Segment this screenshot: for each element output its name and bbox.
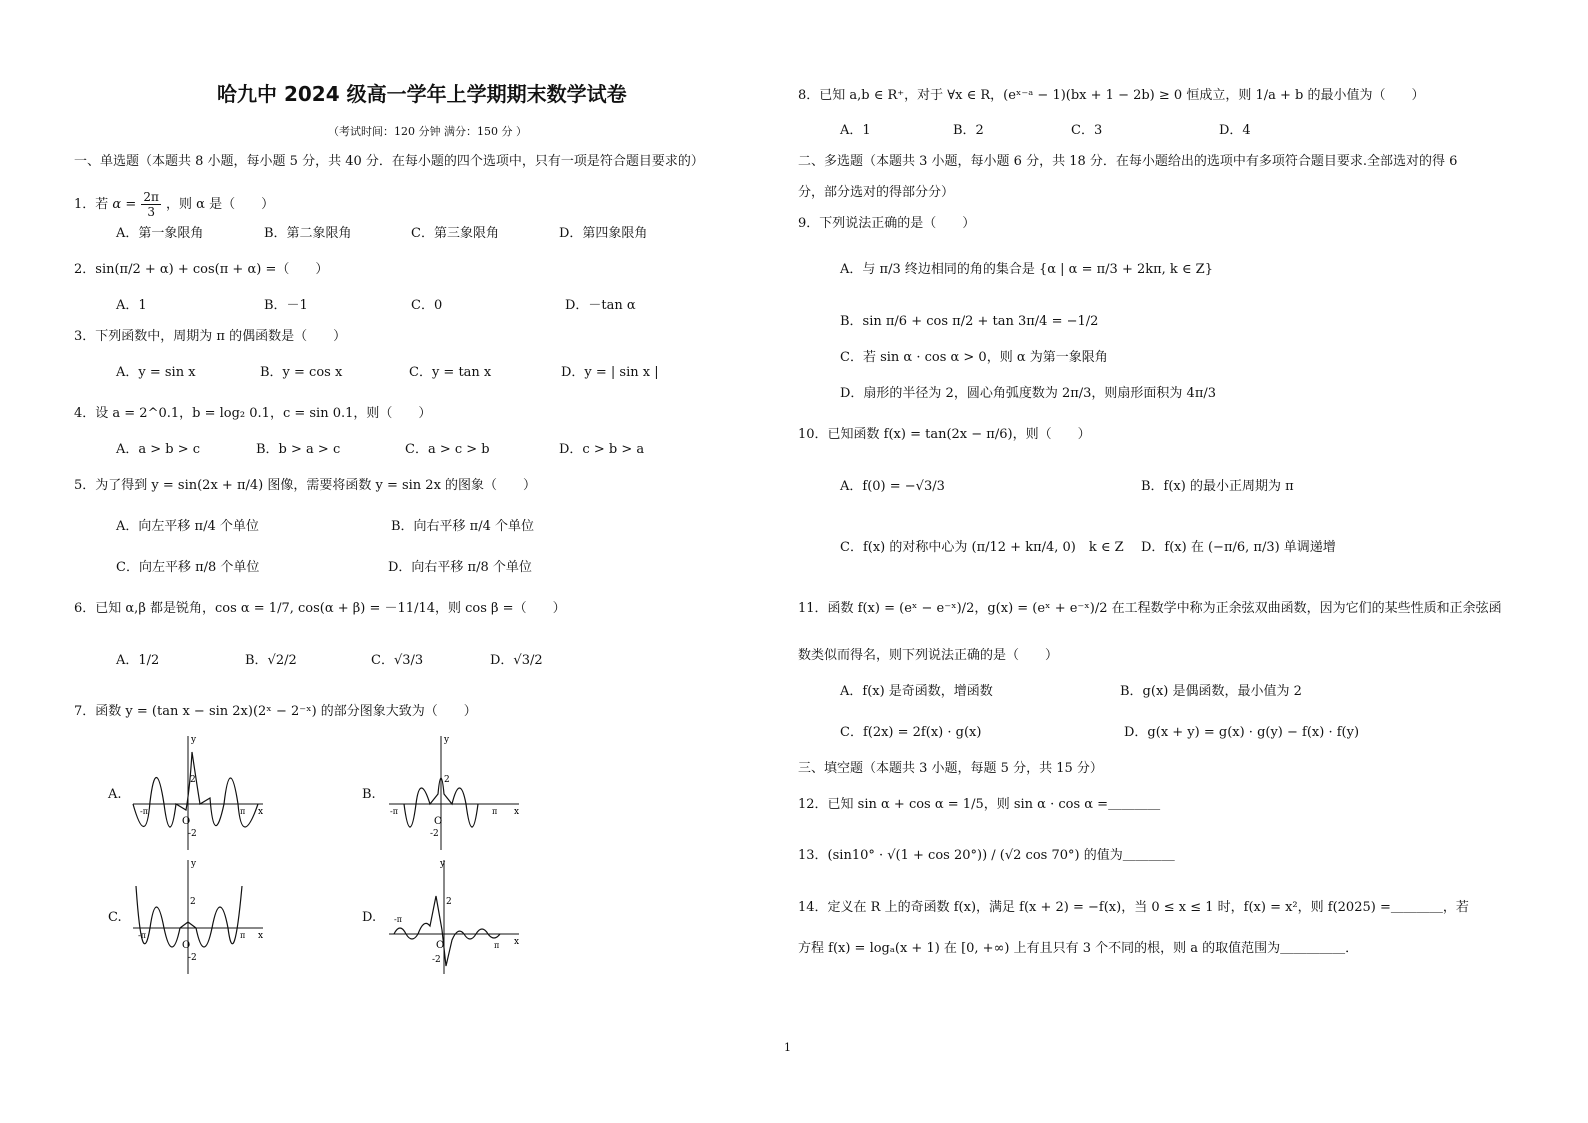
q4-option-b: B．b > a > c <box>256 442 341 457</box>
q9-option-a: A．与 π/3 终边相同的角的集合是 {α | α = π/3 + 2kπ, k ∈ Z} <box>840 262 1213 277</box>
q10-option-b: B．f(x) 的最小正周期为 π <box>1141 479 1294 494</box>
q7a-tick-2: 2 <box>190 775 196 785</box>
q4-option-a: A．a > b > c <box>116 442 201 457</box>
q3-option-a: A．y = sin x <box>116 365 196 380</box>
q10-option-d: D．f(x) 在 (−π/6, π/3) 单调递增 <box>1141 540 1336 555</box>
q7-option-b-label: B. <box>362 787 376 802</box>
q8-option-a: A．1 <box>840 123 871 138</box>
q7b-origin: O <box>434 816 443 827</box>
q3-option-d: D．y = | sin x | <box>561 365 659 380</box>
q1-option-c: C．第三象限角 <box>411 226 499 241</box>
q11-option-d: D．g(x + y) = g(x) · g(y) − f(x) · f(y) <box>1124 725 1360 740</box>
q7b-tick-2: 2 <box>444 775 450 785</box>
q1-stem-b: α = <box>112 197 137 212</box>
section-3-heading: 三、填空题（本题共 3 小题，每题 5 分，共 15 分） <box>798 761 1103 776</box>
q8-option-c: C．3 <box>1071 123 1103 138</box>
q1-stem-c: ，则 α 是（ ） <box>166 197 275 212</box>
section-1-heading: 一、单选题（本题共 8 小题，每小题 5 分，共 40 分．在每小题的四个选项中，只有一项是符合题目要求的） <box>74 154 704 169</box>
q11-option-a: A．f(x) 是奇函数，增函数 <box>840 684 993 699</box>
q10-option-a: A．f(0) = −√3/3 <box>840 479 945 494</box>
question-5: 5．为了得到 y = sin(2x + π/4) 图像，需要将函数 y = sin 2x 的图象（ ） <box>74 478 537 493</box>
exam-title: 哈九中 2024 级高一学年上学期期末数学试卷 <box>217 82 627 106</box>
q11-option-c: C．f(2x) = 2f(x) · g(x) <box>840 725 982 740</box>
q2-option-d: D．－tan α <box>565 298 636 313</box>
q7b-tick-neg2: -2 <box>430 829 439 839</box>
q1-frac-den: 3 <box>147 205 155 219</box>
q7d-origin: O <box>436 940 445 951</box>
q7-graph-d <box>384 856 524 978</box>
q1-stem-a: 1．若 <box>74 197 109 212</box>
q7-graph-c <box>128 856 268 978</box>
q7a-tick-pi: π <box>240 807 246 816</box>
q7-option-d-label: D. <box>362 910 377 925</box>
q7c-tick-2: 2 <box>190 897 196 907</box>
question-4: 4．设 a = 2^0.1，b = log₂ 0.1，c = sin 0.1，则（ ） <box>74 406 432 421</box>
question-14-line2: 方程 f(x) = logₐ(x + 1) 在 [0, +∞) 上有且只有 3 个不同的根，则 a 的取值范围为＿＿＿＿＿． <box>798 941 1359 956</box>
question-11-line1: 11．函数 f(x) = (eˣ − e⁻ˣ)/2，g(x) = (eˣ + e⁻ˣ)/2 在工程数学中称为正余弦双曲函数，因为它们的某些性质和正余弦函 <box>798 601 1502 616</box>
q7b-x-label: x <box>514 807 520 817</box>
q7c-tick-neg2: -2 <box>188 953 197 963</box>
q6-option-d: D．√3/2 <box>490 653 543 668</box>
question-14-line1: 14．定义在 R 上的奇函数 f(x)，满足 f(x + 2) = −f(x)，当 0 ≤ x ≤ 1 时，f(x) = x²，则 f(2025) =＿＿＿＿，若 <box>798 900 1469 915</box>
q3-option-c: C．y = tan x <box>409 365 492 380</box>
q2-option-c: C．0 <box>411 298 443 313</box>
q1-option-b: B．第二象限角 <box>264 226 352 241</box>
q7c-tick-negpi: -π <box>138 931 146 940</box>
q1-fraction <box>141 190 161 219</box>
q7c-origin: O <box>182 940 191 951</box>
q7c-tick-pi: π <box>240 931 246 940</box>
section-2-heading-line2: 分，部分选对的得部分分） <box>798 185 955 200</box>
question-13: 13．(sin10° · √(1 + cos 20°)) / (√2 cos 70°) 的值为＿＿＿＿ <box>798 848 1175 863</box>
question-3: 3．下列函数中，周期为 π 的偶函数是（ ） <box>74 329 347 344</box>
question-2: 2．sin(π/2 + α) + cos(π + α) =（ ） <box>74 262 329 277</box>
q7d-tick-neg2: -2 <box>432 955 441 965</box>
page-number: 1 <box>784 1041 791 1054</box>
q5-option-b: B．向右平移 π/4 个单位 <box>391 519 535 534</box>
question-6: 6．已知 α,β 都是锐角，cos α = 1/7, cos(α + β) = －11/14，则 cos β =（ ） <box>74 601 566 616</box>
q9-option-b: B．sin π/6 + cos π/2 + tan 3π/4 = −1/2 <box>840 314 1099 329</box>
question-1 <box>74 190 274 219</box>
q8-option-b: B．2 <box>953 123 984 138</box>
q2-option-b: B．－1 <box>264 298 308 313</box>
q7a-x-label: x <box>258 807 264 817</box>
question-10: 10．已知函数 f(x) = tan(2x − π/6)，则（ ） <box>798 427 1091 442</box>
q7-graph-a <box>128 732 268 854</box>
q11-option-b: B．g(x) 是偶函数，最小值为 2 <box>1120 684 1302 699</box>
q7d-tick-negpi: -π <box>394 915 402 924</box>
q5-option-a: A．向左平移 π/4 个单位 <box>116 519 259 534</box>
q4-option-c: C．a > c > b <box>405 442 490 457</box>
q9-option-d: D．扇形的半径为 2，圆心角弧度数为 2π/3，则扇形面积为 4π/3 <box>840 386 1217 401</box>
question-11-line2: 数类似而得名，则下列说法正确的是（ ） <box>798 648 1059 663</box>
q7d-x-label: x <box>514 937 520 947</box>
q1-option-a: A．第一象限角 <box>116 226 204 241</box>
q7b-tick-negpi: -π <box>390 807 398 816</box>
q7a-tick-negpi: -π <box>140 807 148 816</box>
q7c-x-label: x <box>258 931 264 941</box>
question-7: 7．函数 y = (tan x − sin 2x)(2ˣ − 2⁻ˣ) 的部分图象大致为（ ） <box>74 704 477 719</box>
q7b-y-label: y <box>444 735 450 745</box>
q6-option-b: B．√2/2 <box>245 653 297 668</box>
question-8: 8．已知 a,b ∈ R⁺，对于 ∀x ∈ R，(eˣ⁻ᵃ − 1)(bx + 1 − 2b) ≥ 0 恒成立，则 1/a + b 的最小值为（ ） <box>798 88 1425 103</box>
q8-option-d: D．4 <box>1219 123 1251 138</box>
q5-option-d: D．向右平移 π/8 个单位 <box>388 560 532 575</box>
q7c-y-label: y <box>191 859 197 869</box>
q6-option-a: A．1/2 <box>116 653 160 668</box>
section-2-heading-line1: 二、多选题（本题共 3 小题，每小题 6 分，共 18 分．在每小题给出的选项中有多项符合题目要求.全部选对的得 6 <box>798 154 1458 169</box>
question-12: 12．已知 sin α + cos α = 1/5，则 sin α · cos α =＿＿＿＿ <box>798 797 1161 812</box>
q7b-tick-pi: π <box>492 807 498 816</box>
q7a-tick-neg2: -2 <box>188 829 197 839</box>
q9-option-c: C．若 sin α · cos α > 0，则 α 为第一象限角 <box>840 350 1108 365</box>
q7a-y-label: y <box>191 735 197 745</box>
q10-option-c: C．f(x) 的对称中心为 (π/12 + kπ/4, 0) k ∈ Z <box>840 540 1124 555</box>
q7d-y-label: y <box>440 859 446 869</box>
q5-option-c: C．向左平移 π/8 个单位 <box>116 560 260 575</box>
question-9: 9．下列说法正确的是（ ） <box>798 216 976 231</box>
q7d-tick-2: 2 <box>446 897 452 907</box>
q7a-origin: O <box>182 816 191 827</box>
q1-frac-num: 2π <box>143 190 159 204</box>
exam-subtitle: （考试时间：120 分钟 满分：150 分 ） <box>328 125 527 138</box>
q1-option-d: D．第四象限角 <box>559 226 648 241</box>
q2-option-a: A．1 <box>116 298 147 313</box>
q7d-tick-pi: π <box>494 941 500 950</box>
q7-graph-b <box>384 732 524 854</box>
q3-option-b: B．y = cos x <box>260 365 343 380</box>
q4-option-d: D．c > b > a <box>559 442 645 457</box>
q6-option-c: C．√3/3 <box>371 653 424 668</box>
q7-option-a-label: A. <box>108 787 122 802</box>
q7-option-c-label: C. <box>108 910 122 925</box>
